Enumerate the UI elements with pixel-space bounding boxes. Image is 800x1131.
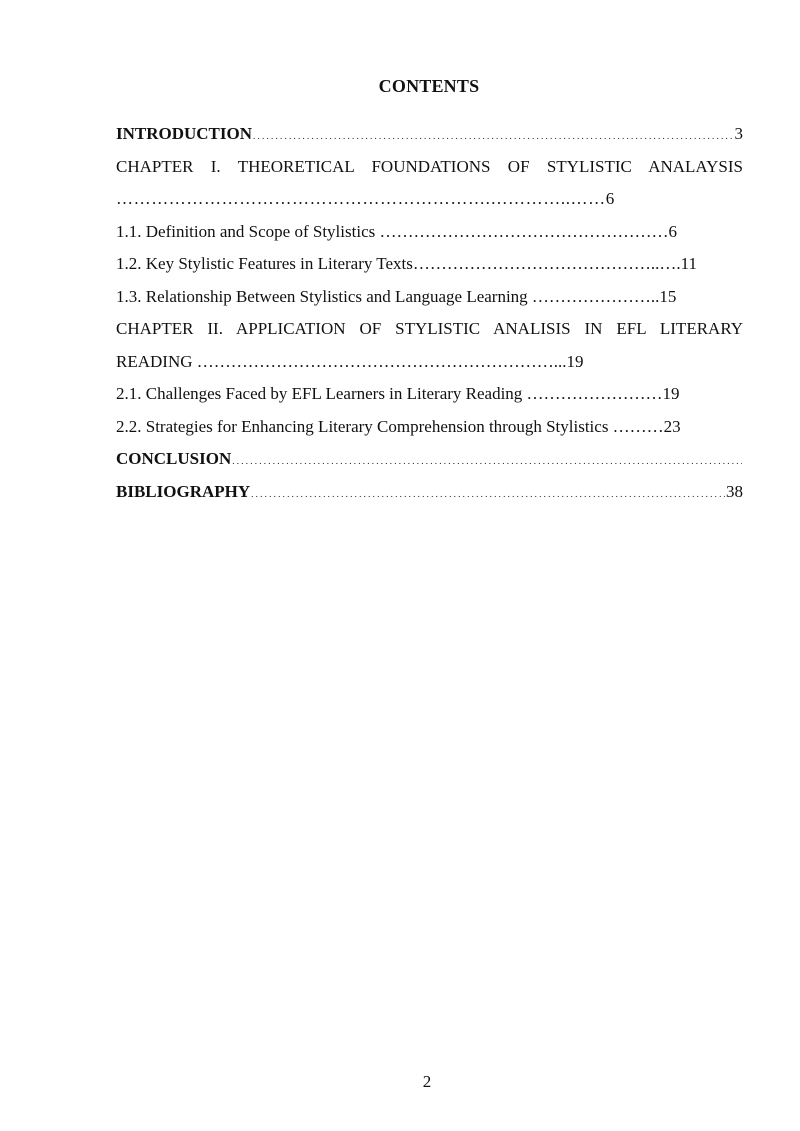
page-title: CONTENTS bbox=[378, 76, 480, 96]
toc-entry-chapter-2[interactable] bbox=[116, 313, 743, 346]
toc-entry-1-2[interactable] bbox=[116, 248, 743, 281]
toc-entry-text: 1.3. Relationship Between Stylistics and Language Learning …………………..15 bbox=[116, 286, 677, 306]
page-number: 2 bbox=[422, 1072, 432, 1091]
toc-entry-text: 1.2. Key Stylistic Features in Literary Texts……………………………………..….11 bbox=[116, 254, 698, 273]
leader-dots bbox=[232, 443, 742, 476]
toc-chapter-title: CHAPTER I. THEORETICAL FOUNDATIONS OF STYLISTIC ANALAYSIS bbox=[116, 156, 743, 176]
toc-entry-chapter-2-cont bbox=[116, 346, 743, 379]
toc-entry-1-1[interactable] bbox=[116, 216, 743, 249]
toc-entry-label: CONCLUSION bbox=[116, 449, 232, 468]
toc-entry-bibliography[interactable] bbox=[116, 476, 743, 509]
toc-entry-page: 3 bbox=[734, 124, 743, 143]
leader-dots bbox=[253, 118, 733, 151]
toc-chapter-cont: READING ………………………………………………………...19 bbox=[116, 351, 584, 371]
toc-chapter-title: CHAPTER II. APPLICATION OF STYLISTIC ANALISIS IN EFL LITERARY bbox=[116, 319, 743, 338]
toc-entry-2-2[interactable] bbox=[116, 411, 743, 444]
toc-entry-conclusion[interactable] bbox=[116, 443, 743, 476]
toc-entry-1-3[interactable] bbox=[116, 281, 743, 314]
toc-entry-2-1[interactable] bbox=[116, 378, 743, 411]
toc-entry-introduction[interactable] bbox=[116, 118, 743, 151]
toc-chapter-leader: ……………………………………………………….…………..……6 bbox=[116, 189, 615, 208]
toc-entry-chapter-1[interactable] bbox=[116, 151, 743, 184]
toc-entry-label: BIBLIOGRAPHY bbox=[116, 481, 251, 501]
leader-dots bbox=[251, 476, 725, 509]
toc-entry-text: 1.1. Definition and Scope of Stylistics ……………………………………………6 bbox=[116, 221, 677, 241]
toc-entry-text: 2.1. Challenges Faced by EFL Learners in Literary Reading ……………………19 bbox=[116, 384, 680, 403]
toc-entry-label: INTRODUCTION bbox=[116, 124, 253, 143]
toc-entry-chapter-1-leader bbox=[116, 183, 743, 216]
toc-entry-text: 2.2. Strategies for Enhancing Literary Comprehension through Stylistics ………23 bbox=[116, 416, 681, 436]
table-of-contents bbox=[116, 118, 743, 508]
toc-entry-page: 38 bbox=[726, 481, 743, 501]
